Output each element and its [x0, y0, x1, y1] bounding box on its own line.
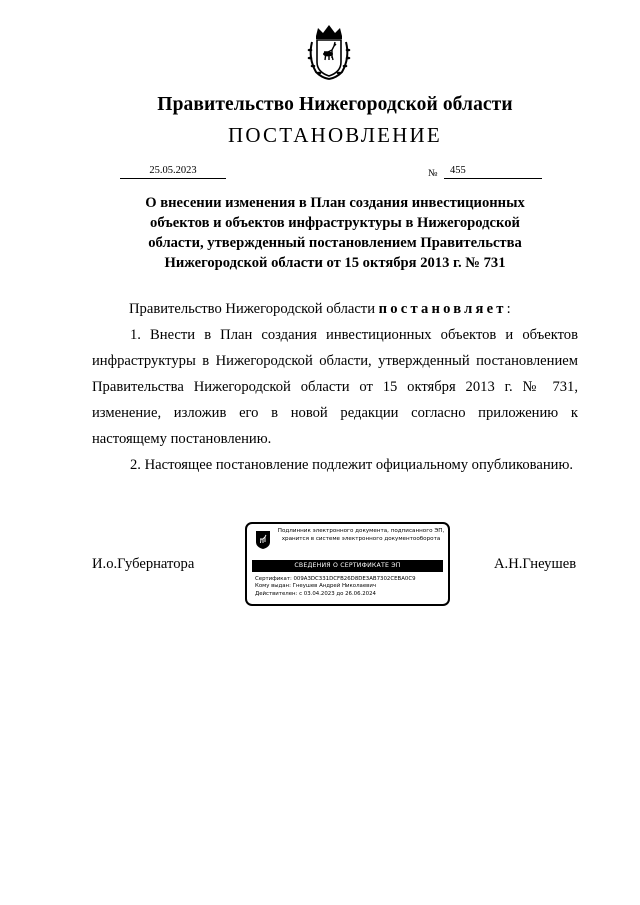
document-body — [92, 296, 578, 478]
coat-of-arms-icon — [302, 22, 356, 82]
document-number: 455 — [444, 164, 542, 179]
stamp-validity: Действителен: с 03.04.2023 до 26.06.2024 — [255, 590, 376, 597]
subject-line: О внесении изменения в План создания инвестиционных — [145, 195, 525, 211]
preamble — [92, 296, 578, 322]
electronic-signature-stamp — [245, 522, 450, 606]
org-title: Правительство Нижегородской области — [157, 94, 513, 115]
stamp-details — [255, 576, 445, 598]
coat-of-arms-icon — [255, 530, 271, 550]
subject-line: объектов и объектов инфраструктуры в Нижегородской — [150, 215, 520, 231]
stamp-header-line: Подлинник электронного документа, подписанного ЭП, — [277, 528, 445, 534]
number-sign: № — [428, 168, 438, 179]
clause-1: 1. Внести в План создания инвестиционных объектов и объектов инфраструктуры в Нижегородской области, утвержденный постановлением Правительства Нижегородской области от 15 октября 2013 г. № 731, изменение, изложив его в новой редакции согласно приложению к настоящему постановлению. — [92, 327, 578, 447]
signatory-name: А.Н.Гнеушев — [494, 556, 577, 572]
clause-2: 2. Настоящее постановление подлежит официальному опубликованию. — [130, 457, 574, 473]
stamp-issued-to: Кому выдан: Гнеушев Андрей Николаевич — [255, 583, 377, 590]
stamp-certificate: Сертификат: 009A3DC331DCFB26D8DE3AB7302CEBA0C9 — [255, 576, 416, 582]
subject-line: области, утвержденный постановлением Правительства — [148, 235, 522, 251]
subject-line: Нижегородской области от 15 октября 2013 г. № 731 — [164, 255, 506, 271]
stamp-certificate-bar: СВЕДЕНИЯ О СЕРТИФИКАТЕ ЭП — [252, 560, 443, 572]
document-type: ПОСТАНОВЛЕНИЕ — [228, 123, 442, 147]
document-subject — [100, 193, 570, 273]
preamble-decree-word: постановляет — [378, 301, 507, 317]
stamp-header — [275, 528, 447, 543]
document-date: 25.05.2023 — [120, 164, 226, 179]
signatory-position: И.о.Губернатора — [92, 556, 195, 572]
preamble-colon: : — [506, 301, 511, 317]
preamble-text: Правительство Нижегородской области — [129, 301, 379, 317]
stamp-header-line: хранится в системе электронного документооборота — [281, 535, 441, 542]
